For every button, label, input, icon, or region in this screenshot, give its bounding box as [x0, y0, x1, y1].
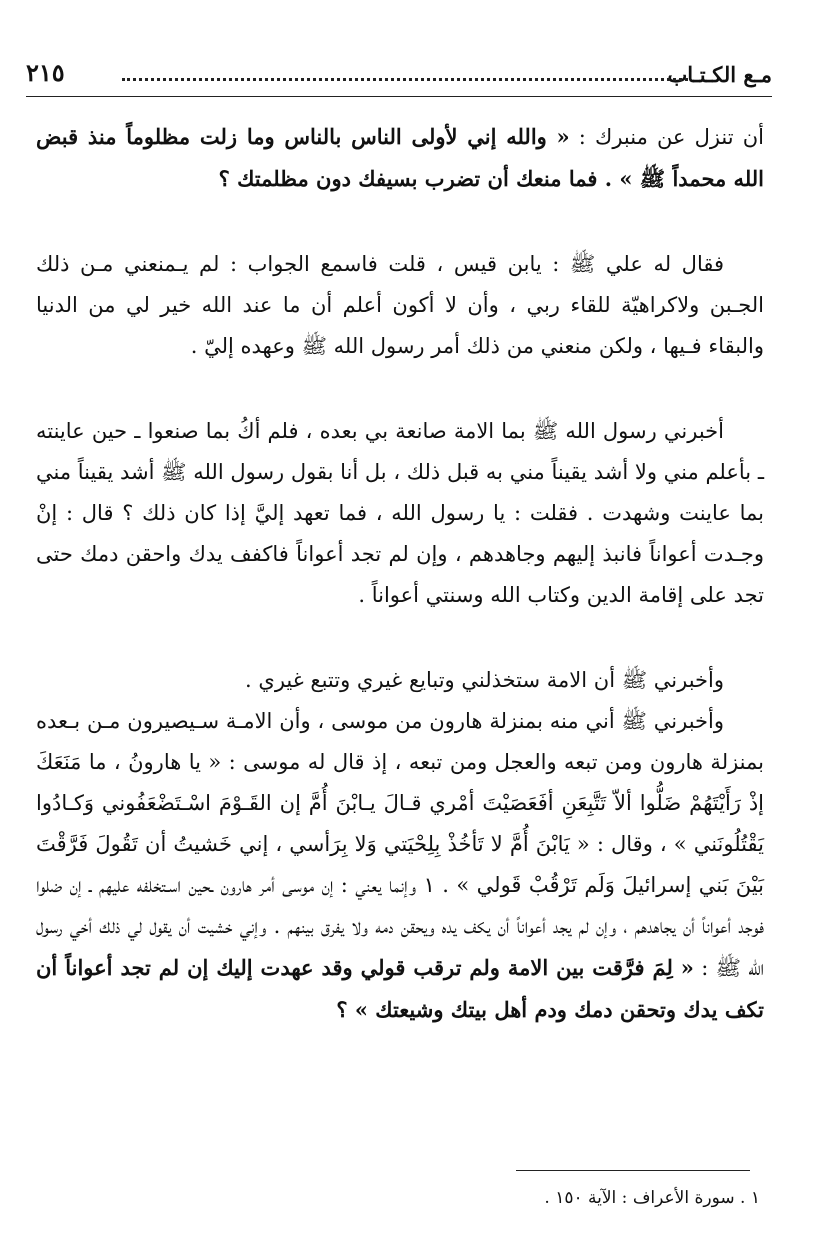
- paragraph-3: [36, 411, 764, 616]
- body-text: [36, 116, 764, 1031]
- paragraph-2-text: فقال له علي ﷺ : يابن قيس ، قلت فاسمع الجواب : لم يـمنعني مـن ذلك الجـبن ولاكراهيّة للقاء ربي ، وأن لا أكون أعلم أن ما عند الله خير لي من الدنيا والبقاء فـيها ، ولكن منعني من ذلك أمر رسول الله ﷺ وعهده إليّ .: [36, 252, 764, 358]
- paragraph-gap: [36, 616, 764, 660]
- paragraph-5-text: وأخبرني ﷺ أني منه بمنزلة هارون من موسى ، وأن الامـة سـيصيرون مـن بـعده بمنزلة هارون ومن تبعه والعجل ومن تبعه ، إذ قال له موسى : « يا هارونُ ، ما مَنَعَكَ إذْ رَأَيْتَهُمْ ضَلُّوا ألاّ تَتَّبِعَنِ أفَعَصَيْتَ أمْري قـالَ يـابْنَ أُمَّ إن القَـوْمَ اسْـتَضْعَفُوني وَكـادُوا يَقْتُلُونَني » ، وقال : « يَابْنَ أُمَّ لا تَأخُذْ بِلِحْيَتي وَلا بِرَأسي ، إني خَشيتُ أن تَقُولَ فَرَّقْتَ بَيْنَ بَني إسرائيلَ وَلَم تَرْقُبْ قَولي » . ١ وإنما يعني : إن موسى أمر هارون ـحين اسـتخلفه عليهم ـ إن ضلوا فوجد أعواناً أن يجاهدهم ، وإن لم يجد أعواناً أن يكف يده ويحقن دمه ولا يفرق بينهم . وإني خشيت أن يقول لي ذلك أخي رسول الله ﷺ :: [36, 709, 764, 980]
- paragraph-1-text: أن تنزل عن منبرك :: [569, 125, 764, 149]
- page-header: [26, 56, 772, 96]
- paragraph-5: [36, 701, 764, 1031]
- paragraph-gap: [36, 367, 764, 411]
- paragraph-1: [36, 116, 764, 200]
- header-rule: [26, 96, 772, 97]
- paragraph-4: [36, 660, 764, 701]
- paragraph-3-text: أخبرني رسول الله ﷺ بما الامة صانعة بي بعده ، فلم أكُ بما صنعوا ـ حين عاينته ـ بأعلم مني ولا أشد يقيناً مني به قبل ذلك ، بل أنا بقول رسول الله ﷺ أشد يقيناً مني بما عاينت وشهدت . فقلت : يا رسول الله ، فما تعهد إليَّ إذا كان ذلك ؟ قال : إنْ وجـدت أعواناً فانبذ إليهم وجاهدهم ، وإن لم تجد أعواناً فاكفف يدك واحقن دمك حتى تجد على إقامة الدين وكتاب الله وسنتي أعواناً .: [36, 419, 764, 607]
- paragraph-gap: [36, 200, 764, 244]
- footnote: ١ . سورة الأعراف : الآية ١٥٠ .: [544, 1188, 760, 1208]
- paragraph-2: [36, 244, 764, 367]
- paragraph-4-text: وأخبرني ﷺ أن الامة ستخذلني وتبايع غيري وتتبع غيري .: [245, 668, 724, 692]
- paragraph-1-quote: « والله إني لأولى الناس بالناس وما زلت مظلوماً منذ قبض الله محمداً ﷺ » . فما منعك أن تضرب بسيفك دون مظلمتك ؟: [36, 124, 764, 191]
- running-head: مـع الكـتـاب: [667, 62, 772, 87]
- paragraph-5-quote: « لِمَ فرَّقت بين الامة ولم ترقب قولي وقد عهدت إليك إن لم تجد أعواناً أن تكف يدك وتحقن دمك ودم أهل بيتك وشيعتك » ؟: [36, 955, 764, 1022]
- page-number: ٢١٥: [26, 58, 65, 87]
- footnote-rule: [516, 1170, 750, 1171]
- header-leader-dots: [122, 78, 688, 81]
